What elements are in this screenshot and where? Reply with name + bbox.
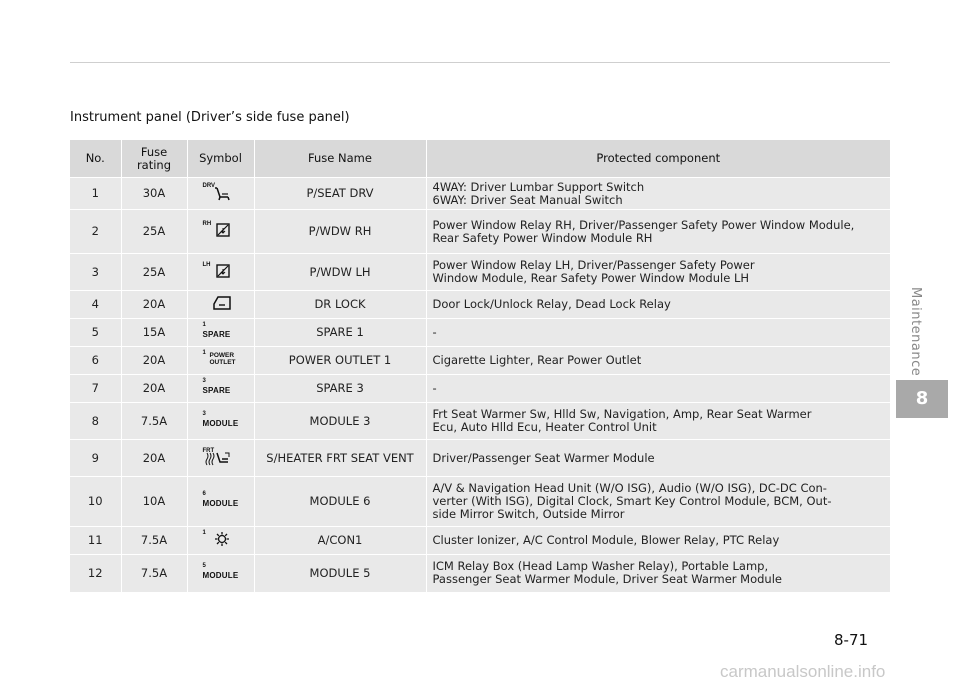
protected-component: Power Window Relay RH, Driver/Passenger Safety Power Window Module, Rear Safety Power Window Module RH — [426, 210, 890, 254]
fuse-no: 4 — [70, 291, 121, 319]
module-icon: 3 MODULE — [202, 410, 239, 428]
fuse-name: P/WDW LH — [254, 254, 426, 291]
fuse-symbol — [187, 347, 254, 375]
fuse-no: 3 — [70, 254, 121, 291]
fuse-table — [70, 140, 890, 592]
fuse-symbol — [187, 555, 254, 592]
door-lock-icon — [201, 293, 241, 313]
protected-component: - — [426, 319, 890, 347]
header-fuse-rating: Fuse rating — [121, 140, 187, 178]
fuse-name: MODULE 3 — [254, 403, 426, 440]
protected-component: Driver/Passenger Seat Warmer Module — [426, 440, 890, 477]
fuse-symbol — [187, 291, 254, 319]
fuse-rating: 20A — [121, 347, 187, 375]
fuse-name: POWER OUTLET 1 — [254, 347, 426, 375]
table-row — [70, 178, 890, 210]
fuse-no: 8 — [70, 403, 121, 440]
fuse-symbol — [187, 319, 254, 347]
fuse-name: S/HEATER FRT SEAT VENT — [254, 440, 426, 477]
fuse-name: A/CON1 — [254, 527, 426, 555]
table-row — [70, 291, 890, 319]
top-divider — [70, 62, 890, 63]
protected-component: 4WAY: Driver Lumbar Support Switch 6WAY: Driver Seat Manual Switch — [426, 178, 890, 210]
table-row — [70, 555, 890, 592]
fuse-rating: 30A — [121, 178, 187, 210]
power-window-icon: RH — [201, 220, 241, 240]
module-icon: 6 MODULE — [202, 491, 239, 508]
protected-component: Cigarette Lighter, Rear Power Outlet — [426, 347, 890, 375]
table-row — [70, 347, 890, 375]
fuse-name: SPARE 3 — [254, 375, 426, 403]
fuse-no: 6 — [70, 347, 121, 375]
fuse-rating: 20A — [121, 375, 187, 403]
fuse-symbol — [187, 403, 254, 440]
fuse-name: MODULE 6 — [254, 477, 426, 527]
protected-component: Cluster Ionizer, A/C Control Module, Blower Relay, PTC Relay — [426, 527, 890, 555]
fuse-no: 7 — [70, 375, 121, 403]
fuse-no: 5 — [70, 319, 121, 347]
module-icon: 5 MODULE — [202, 562, 239, 580]
seat-icon: DRV — [201, 182, 241, 202]
fuse-rating: 25A — [121, 254, 187, 291]
fuse-symbol — [187, 375, 254, 403]
table-row — [70, 403, 890, 440]
header-symbol: Symbol — [187, 140, 254, 178]
spare-icon: 3 SPARE — [202, 378, 231, 395]
fuse-rating: 10A — [121, 477, 187, 527]
power-window-icon: LH — [201, 261, 241, 281]
protected-component: Frt Seat Warmer Sw, Hlld Sw, Navigation, Amp, Rear Seat Warmer Ecu, Auto Hlld Ecu, Heater Control Unit — [426, 403, 890, 440]
fuse-symbol — [187, 254, 254, 291]
fuse-name: P/SEAT DRV — [254, 178, 426, 210]
fuse-rating: 25A — [121, 210, 187, 254]
chapter-tab: 8 — [896, 380, 948, 418]
watermark: carmanualsonline.info — [720, 662, 886, 681]
fuse-symbol — [187, 178, 254, 210]
fuse-name: P/WDW RH — [254, 210, 426, 254]
fuse-no: 2 — [70, 210, 121, 254]
fuse-name: SPARE 1 — [254, 319, 426, 347]
fuse-rating: 7.5A — [121, 555, 187, 592]
table-row — [70, 210, 890, 254]
fuse-rating: 15A — [121, 319, 187, 347]
table-row — [70, 375, 890, 403]
page-number: 8-71 — [834, 631, 869, 649]
protected-component: Door Lock/Unlock Relay, Dead Lock Relay — [426, 291, 890, 319]
table-row — [70, 319, 890, 347]
header-fuse-name: Fuse Name — [254, 140, 426, 178]
spare-icon: 1 SPARE — [202, 322, 231, 339]
fuse-rating: 20A — [121, 440, 187, 477]
table-header-row — [70, 140, 890, 178]
table-row — [70, 527, 890, 555]
fuse-rating: 7.5A — [121, 403, 187, 440]
section-title: Instrument panel (Driver’s side fuse panel) — [70, 110, 350, 125]
fuse-symbol — [187, 477, 254, 527]
fuse-no: 11 — [70, 527, 121, 555]
fuse-rating: 7.5A — [121, 527, 187, 555]
table-row — [70, 477, 890, 527]
fuse-no: 12 — [70, 555, 121, 592]
seat-heater-icon: FRT — [201, 447, 241, 467]
fuse-no: 1 — [70, 178, 121, 210]
protected-component: A/V & Navigation Head Unit (W/O ISG), Audio (W/O ISG), DC-DC Con- verter (With ISG), Digital Clock, Smart Key Control Module, BCM, Out- side Mirror Switch, Outside Mirror — [426, 477, 890, 527]
header-no: No. — [70, 140, 121, 178]
table-row — [70, 254, 890, 291]
header-protected-component: Protected component — [426, 140, 890, 178]
protected-component: - — [426, 375, 890, 403]
fuse-symbol — [187, 440, 254, 477]
fuse-rating: 20A — [121, 291, 187, 319]
fuse-name: MODULE 5 — [254, 555, 426, 592]
power-outlet-icon: 1 POWER OUTLET — [202, 350, 236, 366]
fuse-name: DR LOCK — [254, 291, 426, 319]
fuse-symbol — [187, 210, 254, 254]
fuse-no: 10 — [70, 477, 121, 527]
protected-component: ICM Relay Box (Head Lamp Washer Relay), Portable Lamp, Passenger Seat Warmer Module, Driver Seat Warmer Module — [426, 555, 890, 592]
fuse-symbol — [187, 527, 254, 555]
air-con-icon: 1 — [201, 529, 241, 549]
fuse-no: 9 — [70, 440, 121, 477]
table-row — [70, 440, 890, 477]
chapter-side-label: Maintenance — [908, 287, 923, 377]
protected-component: Power Window Relay LH, Driver/Passenger Safety Power Window Module, Rear Safety Power Window Module LH — [426, 254, 890, 291]
